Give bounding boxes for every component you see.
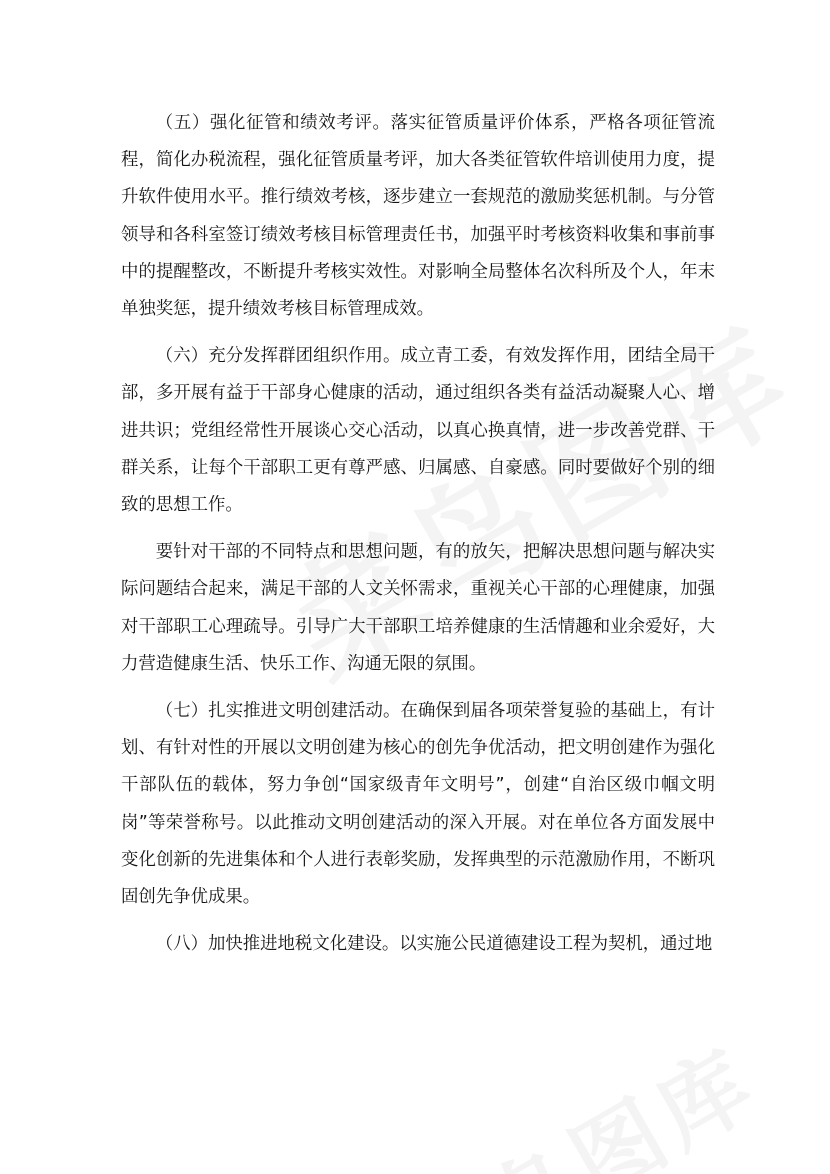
paragraph-cadre-care: 要针对干部的不同特点和思想问题，有的放矢，把解决思想问题与解决实际问题结合起来，满足干部的人文关怀需求，重视关心干部的心理健康，加强对干部职工心理疏导。引导广大干部职工培养健康的生活情趣和业余爱好，大力营造健康生活、快乐工作、沟通无限的氛围。 bbox=[121, 542, 715, 674]
paragraph-6-group-organization: （六）充分发挥群团组织作用。成立青工委，有效发挥作用，团结全局干部，多开展有益于干部身心健康的活动，通过组织各类有益活动凝聚人心、增进共识；党组经常性开展谈心交心活动，以真心换真情，进一步改善党群、干群关系，让每个干部职工更有尊严感、归属感、自豪感。同时要做好个别的细致的思想工作。 bbox=[121, 346, 715, 516]
document-body bbox=[121, 105, 715, 963]
paragraph-5-tax-management: （五）强化征管和绩效考评。落实征管质量评价体系，严格各项征管流程，简化办税流程，强化征管质量考评，加大各类征管软件培训使用力度，提升软件使用水平。推行绩效考核，逐步建立一套规范的激励奖惩机制。与分管领导和各科室签订绩效考核目标管理责任书，加强平时考核资料收集和事前事中的提醒整改，不断提升考核实效性。对影响全局整体名次科所及个人，年末单独奖惩，提升绩效考核目标管理成效。 bbox=[121, 113, 715, 320]
watermark-bottom bbox=[374, 1011, 778, 1174]
paragraph-8-tax-culture: （八）加快推进地税文化建设。以实施公民道德建设工程为契机，通过地 bbox=[155, 934, 713, 955]
paragraph-7-civilization-creation: （七）扎实推进文明创建活动。在确保到届各项荣誉复验的基础上，有计划、有针对性的开展以文明创建为核心的创先争优活动，把文明创建作为强化干部队伍的载体，努力争创“国家级青年文明号”，创建“自治区级巾帼文明岗”等荣誉称号。以此推动文明创建活动的深入开展。对在单位各方面发展中变化创新的先进集体和个人进行表彰奖励，发挥典型的示范激励作用，不断巩固创先争优成果。 bbox=[121, 701, 715, 908]
